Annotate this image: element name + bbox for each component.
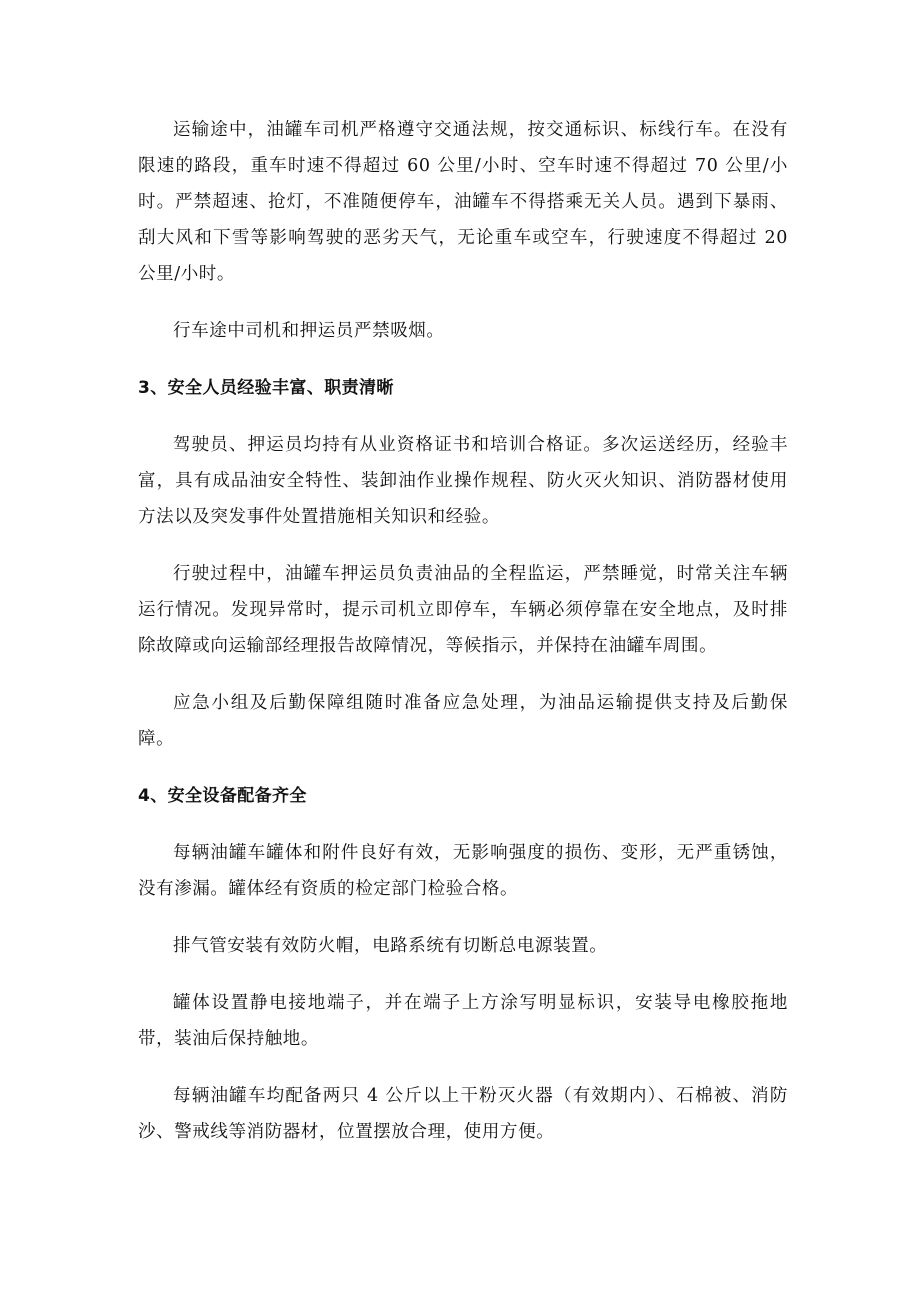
paragraph-emergency-support: 应急小组及后勤保障组随时准备应急处理，为油品运输提供支持及后勤保障。 bbox=[138, 693, 788, 749]
paragraph-qualifications: 驾驶员、押运员均持有从业资格证书和培训合格证。多次运送经历，经验丰富，具有成品油安全特性、装卸油作业操作规程、防火灭火知识、消防器材使用方法以及突发事件处置措施相关知识和经验。 bbox=[138, 435, 788, 527]
paragraph-static-grounding: 罐体设置静电接地端子，并在端子上方涂写明显标识，安装导电橡胶拖地带，装油后保持触地。 bbox=[138, 993, 788, 1049]
document-body bbox=[138, 112, 788, 1150]
paragraph-exhaust-electrical: 排气管安装有效防火帽，电路系统有切断总电源装置。 bbox=[173, 936, 608, 956]
paragraph-tank-condition: 每辆油罐车罐体和附件良好有效，无影响强度的损伤、变形，无严重锈蚀，没有渗漏。罐体经有资质的检定部门检验合格。 bbox=[138, 843, 788, 899]
section-heading-equipment: 4、安全设备配备齐全 bbox=[138, 786, 307, 806]
section-heading-personnel: 3、安全人员经验丰富、职责清晰 bbox=[138, 378, 394, 398]
paragraph-no-smoking: 行车途中司机和押运员严禁吸烟。 bbox=[173, 321, 445, 341]
paragraph-speed-rules: 运输途中，油罐车司机严格遵守交通法规，按交通标识、标线行车。在没有限速的路段，重车时速不得超过 60 公里/小时、空车时速不得超过 70 公里/小时。严禁超速、抢灯，不准随便停车，油罐车不得搭乘无关人员。遇到下暴雨、刮大风和下雪等影响驾驶的恶劣天气，无论重车或空车，行驶速度不得超过 20 公里/小时。 bbox=[138, 120, 788, 284]
paragraph-fire-equipment: 每辆油罐车均配备两只 4 公斤以上干粉灭火器（有效期内）、石棉被、消防沙、警戒线等消防器材，位置摆放合理，使用方便。 bbox=[138, 1086, 788, 1142]
paragraph-escort-duties: 行驶过程中，油罐车押运员负责油品的全程监运，严禁睡觉，时常关注车辆运行情况。发现异常时，提示司机立即停车，车辆必须停靠在安全地点，及时排除故障或向运输部经理报告故障情况，等候指示，并保持在油罐车周围。 bbox=[138, 564, 788, 656]
